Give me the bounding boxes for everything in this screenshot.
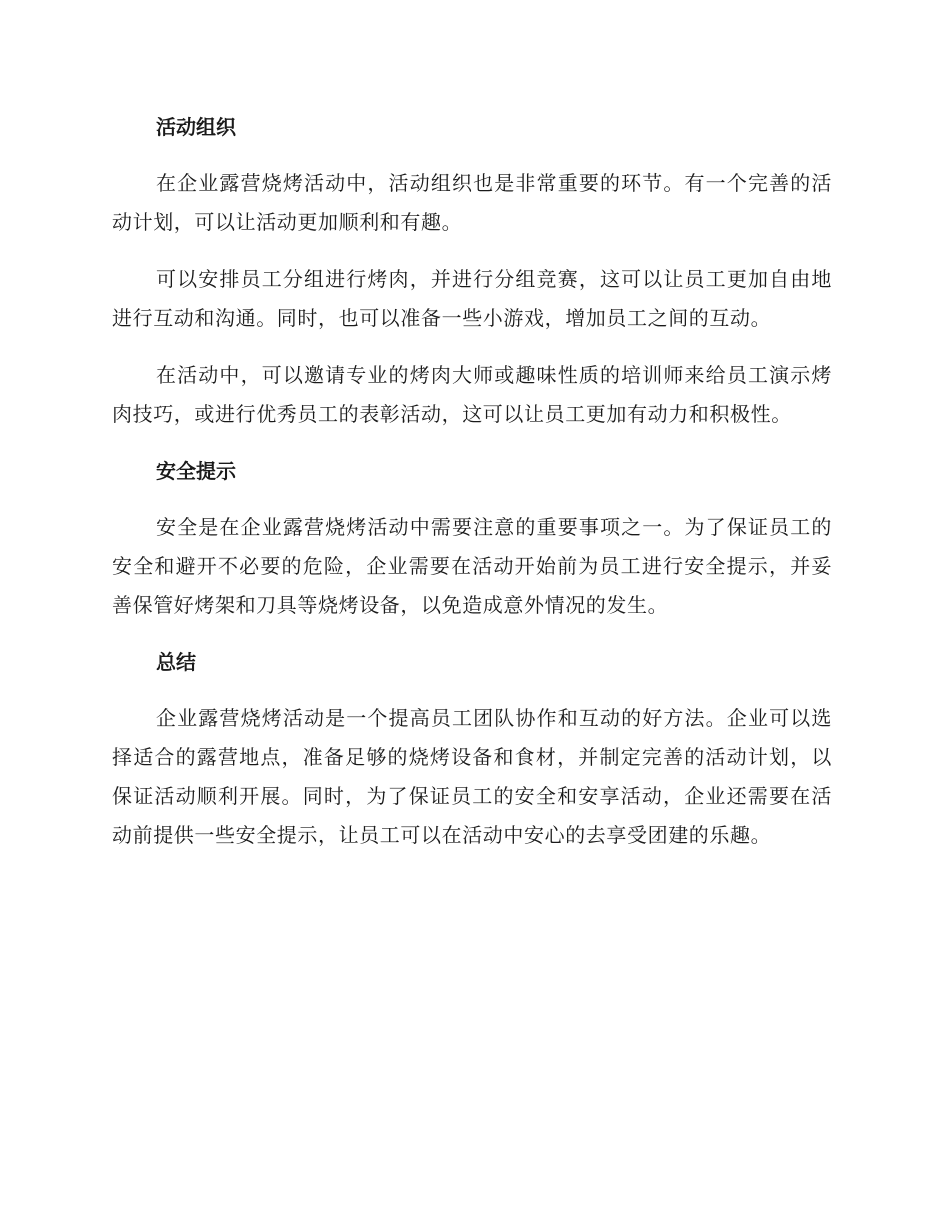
spacer xyxy=(112,681,832,699)
spacer xyxy=(112,625,832,643)
spacer xyxy=(112,434,832,452)
paragraph: 可以安排员工分组进行烤肉，并进行分组竞赛，这可以让员工更加自由地进行互动和沟通。同时，也可以准备一些小游戏，增加员工之间的互动。 xyxy=(112,267,832,330)
spacer xyxy=(112,242,832,260)
paragraph: 在企业露营烧烤活动中，活动组织也是非常重要的环节。有一个完善的活动计划，可以让活动更加顺利和有趣。 xyxy=(112,171,832,234)
paragraph: 企业露营烧烤活动是一个提高员工团队协作和互动的好方法。企业可以选择适合的露营地点，准备足够的烧烤设备和食材，并制定完善的活动计划，以保证活动顺利开展。同时，为了保证员工的安全和安享活动，企业还需要在活动前提供一些安全提示，让员工可以在活动中安心的去享受团建的乐趣。 xyxy=(112,706,832,847)
spacer xyxy=(112,338,832,356)
spacer xyxy=(112,146,832,164)
spacer xyxy=(112,490,832,508)
section-title-summary: 总结 xyxy=(156,650,196,674)
document-page xyxy=(112,108,832,855)
section-title-activity-organization: 活动组织 xyxy=(156,115,236,139)
section-title-safety-tips: 安全提示 xyxy=(156,459,236,483)
paragraph: 安全是在企业露营烧烤活动中需要注意的重要事项之一。为了保证员工的安全和避开不必要的危险，企业需要在活动开始前为员工进行安全提示，并妥善保管好烤架和刀具等烧烤设备，以免造成意外情况的发生。 xyxy=(112,515,832,617)
paragraph: 在活动中，可以邀请专业的烤肉大师或趣味性质的培训师来给员工演示烤肉技巧，或进行优秀员工的表彰活动，这可以让员工更加有动力和积极性。 xyxy=(112,363,832,426)
